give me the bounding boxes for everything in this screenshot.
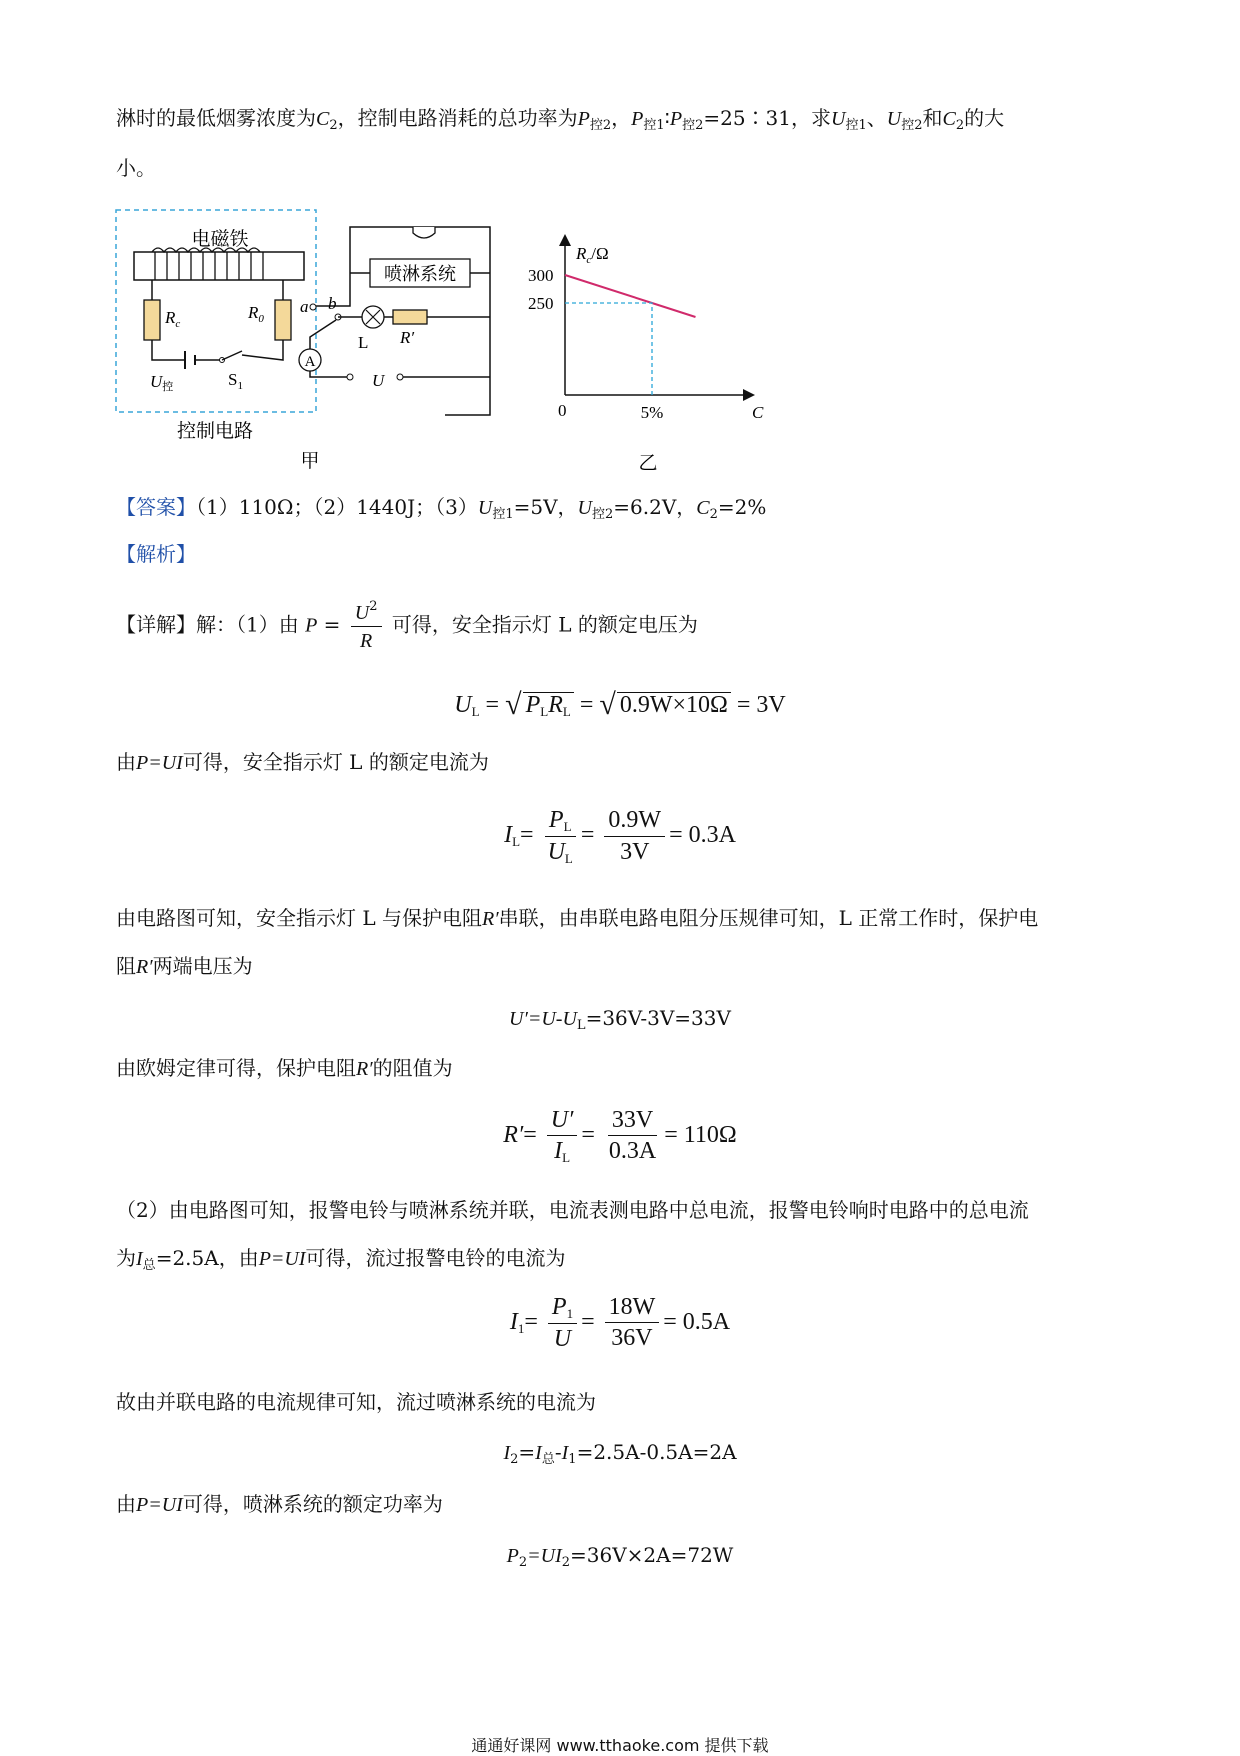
- svg-text:S1: $S_1$: [228, 370, 243, 392]
- svg-text:Rc/Ω: $R_c/\Omega$: [576, 244, 609, 266]
- svg-text:C: C: [752, 403, 764, 422]
- answer-line: 【答案】（1）110Ω；（2）1440J；$(3)U_{控1}=5V$，$U_{控2}=6.2V$，$C_2=2\%$: [116, 495, 767, 522]
- eq-uprime: $U'=U-U_L=36V-3V=33V$: [509, 1006, 731, 1033]
- electromagnet-label: 电磁铁: [191, 229, 249, 250]
- r-prime-resistor: [393, 310, 427, 324]
- svg-text:A: A: [304, 354, 316, 370]
- svg-text:R′: R′: [400, 328, 415, 347]
- rc-vs-c-graph: [520, 225, 770, 475]
- eq-i2: $I_2=I_总-I_1=2.5A-0.5A=2A$: [503, 1440, 737, 1467]
- eq-il: $I_L=$ $\frac{P_L}{U_L}$ = $\frac{0.9W}{3V}$ = 0.3A: [504, 807, 736, 866]
- para-part2-2: 为$I_总=2.5A$，由P=UI可得，流过报警电铃的电流为: [116, 1246, 566, 1273]
- eq-rprime: R′= $\frac{U'}{I_L}$ = $\frac{33V}{0.3A}$ = 110Ω: [503, 1107, 737, 1166]
- para-series-2: 阻R′两端电压为: [116, 954, 253, 978]
- svg-text:300: 300: [528, 266, 554, 285]
- text-pui-2: 由P=UI可得，喷淋系统的额定功率为: [116, 1492, 443, 1516]
- text-parallel: 故由并联电路的电流规律可知，流过喷淋系统的电流为: [116, 1390, 596, 1414]
- control-circuit-label: 控制电路: [176, 421, 254, 442]
- svg-text:250: 250: [528, 294, 554, 313]
- battery-icon: [185, 351, 195, 369]
- detail-intro: 【详解】解：（1）由 P = $\frac{U^2}{R}$ 可得，安全指示灯 L 的额定电压为: [116, 599, 698, 652]
- svg-text:Rc: $R_c$: [165, 308, 181, 330]
- eq-p2: $P_2=UI_2=36V\times 2A=72W$: [506, 1543, 734, 1570]
- text-pui-1: 由P=UI可得，安全指示灯 L 的额定电流为: [116, 750, 489, 774]
- svg-text:a: a: [300, 297, 309, 316]
- question-line-1: 淋时的最低烟雾浓度为$C_2$，控制电路消耗的总功率为$P_{控2}$，$P_{控1}∶P_{控2}=25∶31$，求$U_{控1}$、$U_{控2}$和$C_2$的大: [116, 106, 1005, 133]
- text-ohm: 由欧姆定律可得，保护电阻R′的阻值为: [116, 1056, 453, 1080]
- svg-text:L: L: [358, 333, 369, 352]
- svg-text:喷淋系统: 喷淋系统: [384, 264, 456, 284]
- lamp-l-icon: [362, 306, 384, 328]
- bell-icon: [413, 227, 435, 238]
- figure-caption-jia: 甲: [300, 451, 320, 472]
- ammeter-icon: [299, 349, 321, 371]
- eq-ul: $U_L$ = √ $P_LR_L$ = √ 0.9W×10Ω = 3V: [454, 688, 786, 721]
- rc-line: [565, 275, 696, 317]
- switch-s1-icon: [220, 351, 243, 363]
- svg-text:U控: U控: [150, 372, 174, 393]
- eq-i1: $I_1=$ $\frac{P_1}{U}$ = $\frac{18W}{36V}$ = 0.5A: [509, 1294, 731, 1352]
- rc-resistor: [144, 300, 160, 340]
- svg-text:U: U: [372, 371, 385, 390]
- svg-text:R0: $R_0$: [248, 303, 264, 325]
- para-series-1: 由电路图可知，安全指示灯 L 与保护电阻R′串联，由串联电路电阻分压规律可知，L 正常工作时，保护电: [116, 906, 1039, 930]
- footer: 通通好课网 www.tthaoke.com 提供下载: [471, 1736, 769, 1755]
- svg-text:b: b: [328, 294, 337, 313]
- r0-resistor: [275, 300, 291, 340]
- para-part2-1: （2）由电路图可知，报警电铃与喷淋系统并联，电流表测电路中总电流，报警电铃响时电路中的总电流: [116, 1198, 1029, 1222]
- figure-caption-yi: 乙: [638, 453, 658, 474]
- electromagnet-core: [134, 252, 304, 280]
- svg-text:0: 0: [558, 401, 567, 420]
- question-line-2: 小。: [116, 156, 156, 180]
- reference-guide-0: [565, 303, 652, 395]
- analysis-tag: 【解析】: [116, 542, 196, 566]
- svg-text:5%: 5%: [640, 403, 664, 422]
- circuit-diagram: [110, 205, 530, 475]
